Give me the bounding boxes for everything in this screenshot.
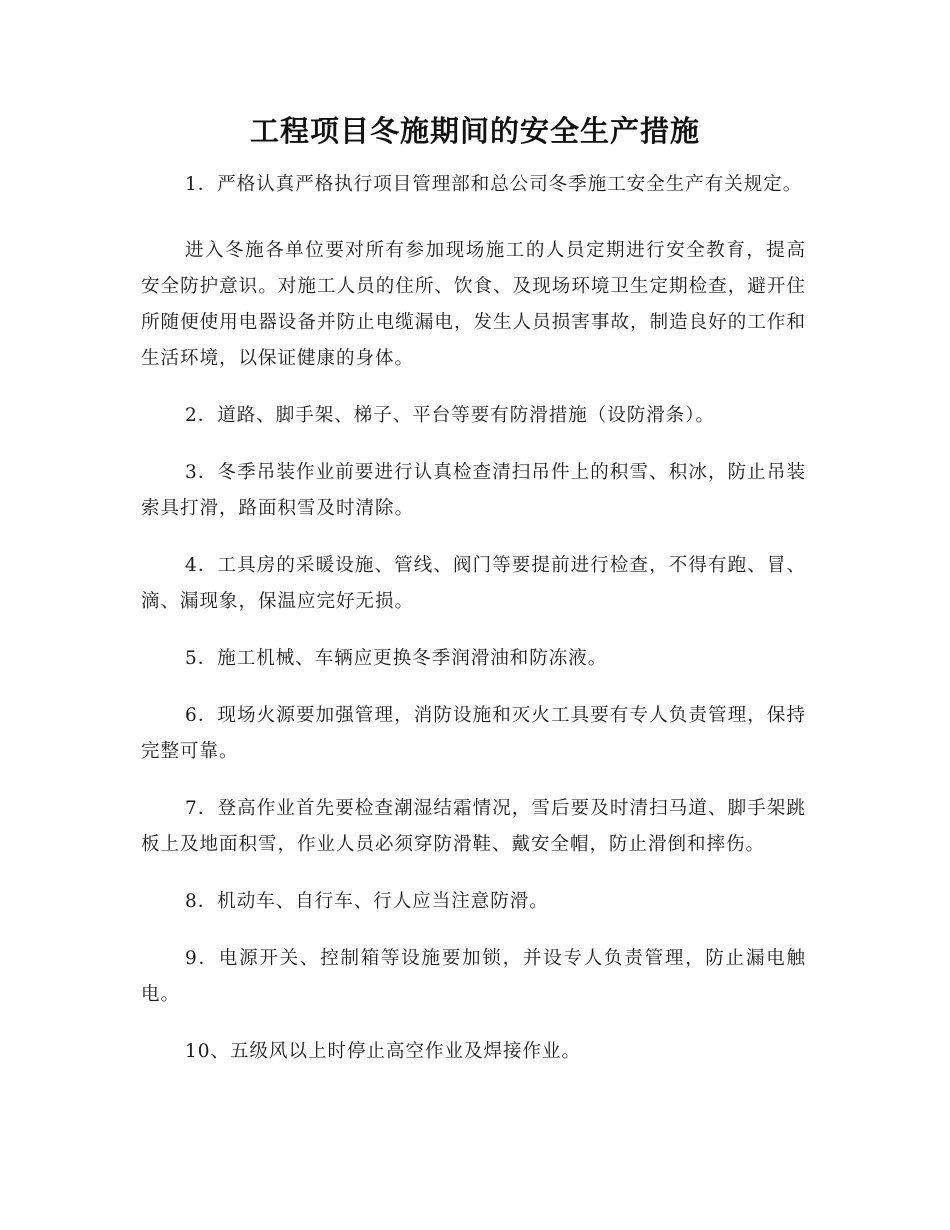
paragraph-item-7: 7．登高作业首先要检查潮湿结霜情况，雪后要及时清扫马道、脚手架跳板上及地面积雪，作业人员必须穿防滑鞋、戴安全帽，防止滑倒和摔伤。 <box>141 798 806 855</box>
document-title: 工程项目冬施期间的安全生产措施 <box>249 114 700 148</box>
paragraph-item-10: 10、五级风以上时停止高空作业及焊接作业。 <box>185 1041 582 1062</box>
paragraph-item-2: 2．道路、脚手架、梯子、平台等要有防滑措施（设防滑条）。 <box>185 405 716 426</box>
paragraph-item-5: 5．施工机械、车辆应更换冬季润滑油和防冻液。 <box>185 648 608 669</box>
paragraph-item-9: 9．电源开关、控制箱等设施要加锁，并设专人负责管理，防止漏电触电。 <box>141 948 806 1005</box>
paragraph-item-3: 3．冬季吊装作业前要进行认真检查清扫吊件上的积雪、积冰，防止吊装索具打滑，路面积雪及时清除。 <box>141 462 806 519</box>
document-body <box>141 167 806 1091</box>
paragraph-item-6: 6．现场火源要加强管理，消防设施和灭火工具要有专人负责管理，保持完整可靠。 <box>141 705 806 762</box>
paragraph-item-1: 1．严格认真严格执行项目管理部和总公司冬季施工安全生产有关规定。 <box>185 174 803 195</box>
paragraph-item-8: 8．机动车、自行车、行人应当注意防滑。 <box>185 891 549 912</box>
paragraph-intro: 进入冬施各单位要对所有参加现场施工的人员定期进行安全教育，提高安全防护意识。对施工人员的住所、饮食、及现场环境卫生定期检查，避开住所随便使用电器设备并防止电缆漏电，发生人员损害事故，制造良好的工作和生活环境，以保证健康的身体。 <box>141 240 806 369</box>
paragraph-item-4: 4．工具房的采暖设施、管线、阀门等要提前进行检查，不得有跑、冒、滴、漏现象，保温应完好无损。 <box>141 555 806 612</box>
